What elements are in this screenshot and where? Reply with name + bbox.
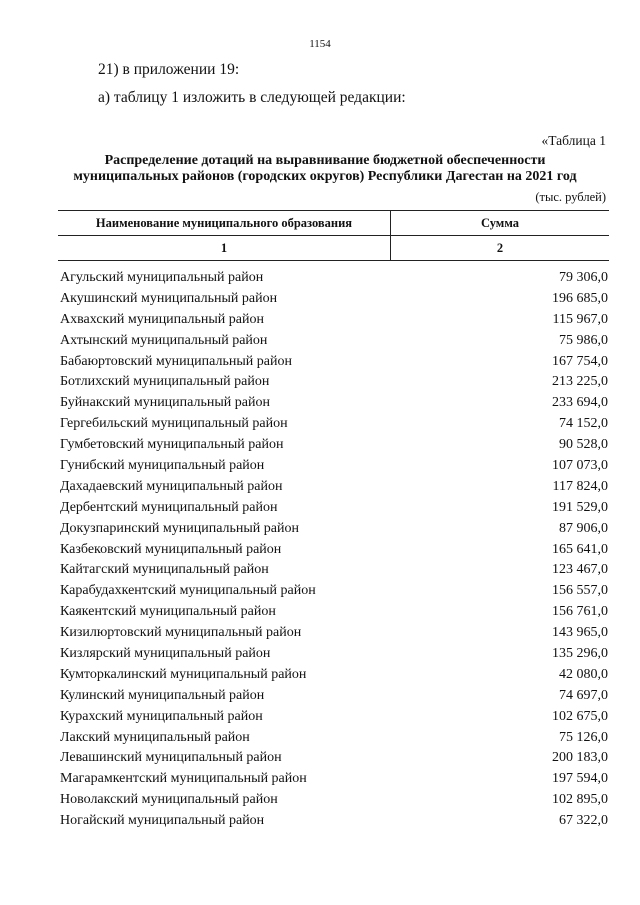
district-name: Левашинский муниципальный район [60, 750, 282, 766]
district-name: Каякентский муниципальный район [60, 604, 276, 620]
table-row [60, 560, 608, 581]
district-name: Дербентский муниципальный район [60, 499, 278, 515]
table-row [60, 644, 608, 665]
header-name-column: Наименование муниципального образования [58, 211, 391, 236]
table-row [60, 393, 608, 414]
district-sum: 233 694,0 [552, 395, 608, 411]
district-name: Кизилюртовский муниципальный район [60, 625, 302, 641]
district-sum: 156 761,0 [552, 604, 608, 620]
table-title-line-1: Распределение дотаций на выравнивание бюджетной обеспеченности [104, 153, 546, 168]
district-sum: 107 073,0 [552, 458, 608, 474]
district-sum: 42 080,0 [559, 666, 608, 682]
district-sum: 143 965,0 [552, 625, 608, 641]
district-name: Буйнакский муниципальный район [60, 395, 270, 411]
district-name: Казбековский муниципальный район [60, 541, 282, 557]
district-name: Курахский муниципальный район [60, 708, 263, 724]
district-sum: 74 697,0 [559, 687, 608, 703]
units-label: (тыс. рублей) [535, 190, 606, 204]
district-name: Ботлихский муниципальный район [60, 374, 270, 390]
table-row [60, 435, 608, 456]
table-row [60, 665, 608, 686]
column-number-row [58, 236, 609, 261]
table-row [60, 790, 608, 811]
table-row [60, 268, 608, 289]
district-sum: 167 754,0 [552, 353, 608, 369]
table-row [60, 728, 608, 749]
header-row [58, 211, 609, 236]
table-row [60, 811, 608, 832]
district-name: Гергебильский муниципальный район [60, 416, 288, 432]
district-sum: 74 152,0 [559, 416, 608, 432]
district-sum: 117 824,0 [552, 478, 608, 494]
district-sum: 135 296,0 [552, 646, 608, 662]
district-name: Акушинский муниципальный район [60, 290, 278, 306]
table-header [58, 210, 609, 261]
district-name: Агульский муниципальный район [60, 270, 264, 285]
district-sum: 67 322,0 [559, 813, 608, 829]
table-row [60, 748, 608, 769]
district-name: Ахтынский муниципальный район [60, 332, 268, 348]
district-name: Новолакский муниципальный район [60, 792, 278, 808]
table-row [60, 581, 608, 602]
district-sum: 115 967,0 [552, 311, 608, 327]
district-name: Карабудахкентский муниципальный район [60, 583, 316, 599]
table-body [60, 268, 608, 832]
district-sum: 156 557,0 [552, 583, 608, 599]
table-row [60, 331, 608, 352]
district-name: Дахадаевский муниципальный район [60, 478, 283, 494]
district-name: Ахвахский муниципальный район [60, 311, 264, 327]
paragraph-item-21: 21) в приложении 19: [98, 61, 240, 78]
district-sum: 102 895,0 [552, 792, 608, 808]
district-sum: 123 467,0 [552, 562, 608, 578]
district-sum: 90 528,0 [559, 437, 608, 453]
table-label: «Таблица 1 [541, 133, 606, 148]
table-row [60, 352, 608, 373]
district-sum: 200 183,0 [552, 750, 608, 766]
table-row [60, 372, 608, 393]
table-row [60, 769, 608, 790]
table-row [60, 707, 608, 728]
district-sum: 165 641,0 [552, 541, 608, 557]
district-sum: 87 906,0 [559, 520, 608, 536]
district-name: Кизлярский муниципальный район [60, 646, 271, 662]
table-row [60, 456, 608, 477]
district-sum: 191 529,0 [552, 499, 608, 515]
table-title [40, 153, 610, 185]
column-number-2: 2 [391, 236, 610, 261]
district-name: Гумбетовский муниципальный район [60, 437, 284, 453]
table-row [60, 602, 608, 623]
district-name: Гунибский муниципальный район [60, 458, 265, 474]
district-sum: 196 685,0 [552, 290, 608, 306]
table-row [60, 498, 608, 519]
district-sum: 102 675,0 [552, 708, 608, 724]
table-row [60, 310, 608, 331]
table-row [60, 289, 608, 310]
district-name: Кайтагский муниципальный район [60, 562, 269, 578]
header-sum-column: Сумма [391, 211, 610, 236]
table-row [60, 414, 608, 435]
table-row [60, 477, 608, 498]
district-sum: 79 306,0 [559, 270, 608, 285]
district-sum: 197 594,0 [552, 771, 608, 787]
district-sum: 213 225,0 [552, 374, 608, 390]
district-name: Докузпаринский муниципальный район [60, 520, 299, 536]
page-number: 1154 [309, 38, 331, 50]
district-sum: 75 126,0 [559, 729, 608, 745]
column-number-1: 1 [58, 236, 391, 261]
district-name: Лакский муниципальный район [60, 729, 250, 745]
district-name: Кулинский муниципальный район [60, 687, 265, 703]
district-sum: 75 986,0 [559, 332, 608, 348]
table-row [60, 540, 608, 561]
paragraph-subitem-a: а) таблицу 1 изложить в следующей редакции: [98, 89, 406, 106]
table-title-line-2: муниципальных районов (городских округов) Республики Дагестан на 2021 год [73, 169, 577, 184]
district-name: Бабаюртовский муниципальный район [60, 353, 292, 369]
table-row [60, 623, 608, 644]
table-row [60, 519, 608, 540]
district-name: Кумторкалинский муниципальный район [60, 666, 307, 682]
district-name: Ногайский муниципальный район [60, 813, 265, 829]
district-name: Магарамкентский муниципальный район [60, 771, 307, 787]
table-row [60, 686, 608, 707]
